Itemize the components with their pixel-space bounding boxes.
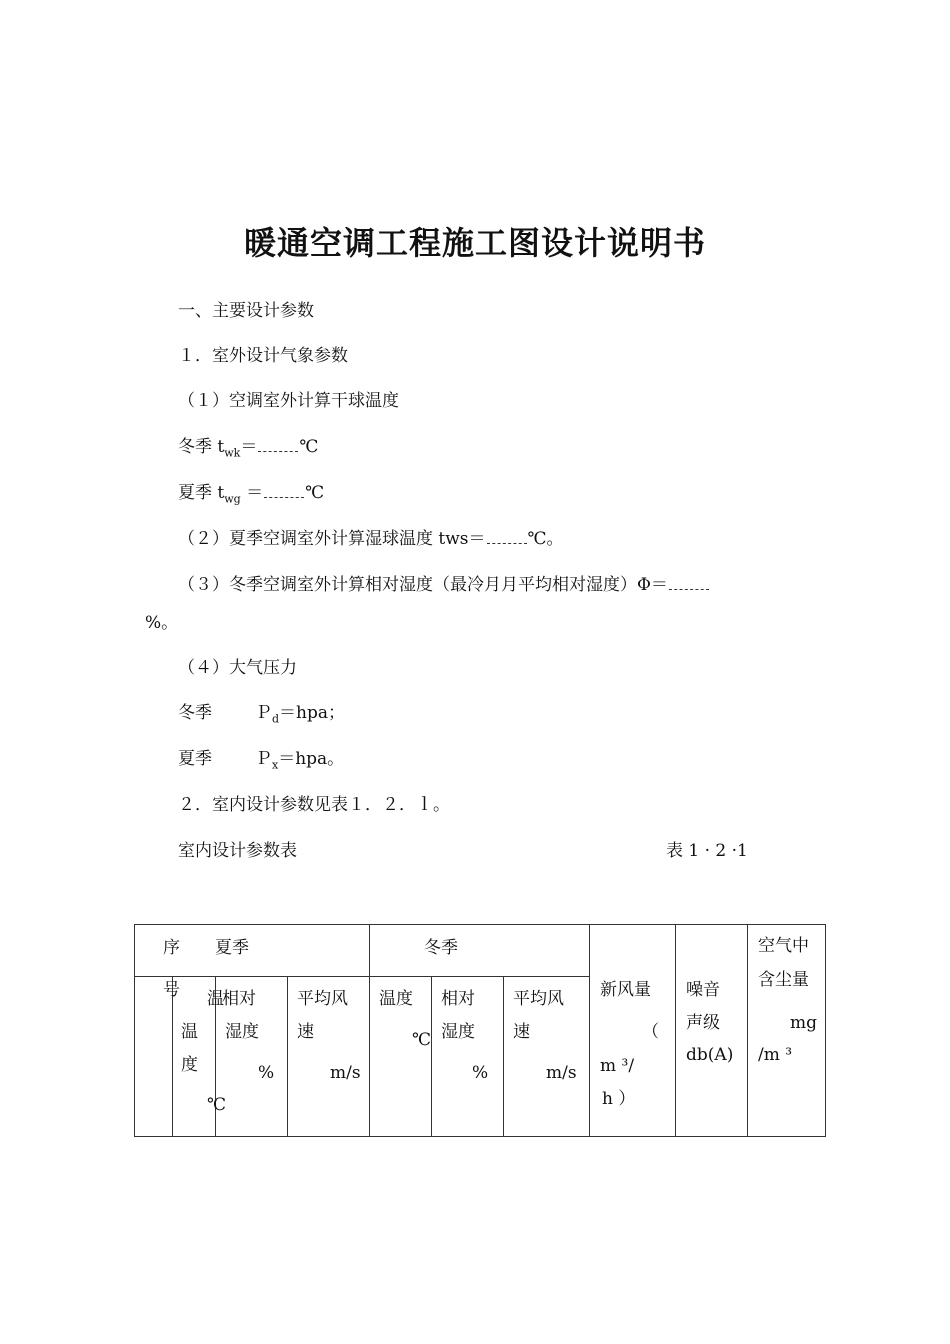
winter-dry-prefix: 冬季 t <box>178 437 225 457</box>
winter-dry-equals: ＝ <box>240 437 258 457</box>
winter-wind-line1: 平均风 <box>513 989 564 1009</box>
summer-pressure-subscript: x <box>272 758 279 772</box>
fill-in-blank <box>487 533 527 544</box>
summer-dry-bulb-line <box>178 478 324 505</box>
winter-temp-column <box>370 977 432 1137</box>
summer-dry-unit: ℃ <box>305 483 325 503</box>
fresh-air-line4: h ） <box>602 1089 636 1109</box>
summer-temp-column <box>173 977 227 1137</box>
summer-pressure-label: 夏季 <box>178 749 212 769</box>
winter-wind-column <box>504 977 590 1137</box>
winter-rh-unit: % <box>472 1063 489 1083</box>
winter-pressure-subscript: d <box>272 712 280 726</box>
summer-dry-subscript: wg <box>224 492 241 506</box>
summer-temp-char3: 度 <box>181 1055 198 1075</box>
summer-pressure-symbol: Ｐ <box>255 749 272 769</box>
indoor-design-parameters-table <box>134 924 826 1137</box>
summer-pressure-line <box>178 744 344 771</box>
dust-line4: /m ³ <box>758 1045 793 1065</box>
fresh-air-line2: （ <box>642 1022 660 1042</box>
fill-in-blank <box>264 487 304 498</box>
section-heading-design-parameters: 一、主要设计参数 <box>178 301 314 321</box>
dust-line3: mg <box>790 1013 818 1033</box>
header-dust <box>748 925 826 1137</box>
winter-wind-line2: 速 <box>513 1022 530 1042</box>
document-title: 暖通空调工程施工图设计说明书 <box>243 224 706 262</box>
fill-in-blank <box>258 441 298 452</box>
sub-item-wet-bulb <box>178 524 564 549</box>
table-number: 表 1 · 2 ·1 <box>666 841 748 861</box>
winter-wind-unit: m/s <box>546 1063 577 1083</box>
item-indoor-parameters: ２．室内设计参数见表１．２．ｌ。 <box>178 795 450 815</box>
summer-wind-line1: 平均风 <box>297 989 348 1009</box>
summer-temp-char2: 温 <box>181 1022 198 1042</box>
winter-pressure-line <box>178 698 345 725</box>
sub-item-dry-bulb: （１）空调室外计算干球温度 <box>178 391 399 411</box>
header-fresh-air <box>590 925 676 1137</box>
winter-rh-line1: 相对 <box>441 989 475 1009</box>
summer-pressure-value: ＝hpa。 <box>278 749 345 769</box>
seq-header-bottom: 号 <box>163 980 180 1000</box>
summer-wind-column <box>288 977 370 1137</box>
seq-column <box>135 977 180 1137</box>
summer-wind-unit: m/s <box>330 1063 361 1083</box>
winter-header: 冬季 <box>424 938 458 958</box>
relative-humidity-unit: %。 <box>145 613 179 633</box>
summer-header: 夏季 <box>215 938 249 958</box>
winter-rh-line2: 湿度 <box>441 1022 475 1042</box>
seq-header-top: 序 <box>163 938 180 958</box>
dust-line2: 含尘量 <box>758 970 810 990</box>
winter-rh-column <box>432 977 504 1137</box>
winter-dry-bulb-line <box>178 432 318 459</box>
winter-temp-unit: ℃ <box>412 1030 432 1050</box>
winter-temp-label: 温度 <box>379 989 413 1009</box>
summer-temp-char1: 温 <box>207 989 224 1009</box>
fresh-air-line1: 新风量 <box>600 980 652 1000</box>
relative-humidity-text: （３）冬季空调室外计算相对湿度（最冷月月平均相对湿度）Φ＝ <box>178 575 668 595</box>
summer-rh-column <box>216 977 288 1137</box>
noise-line2: 声级 <box>686 1013 721 1033</box>
header-noise <box>676 925 748 1137</box>
summer-dry-prefix: 夏季 t <box>178 483 225 503</box>
table-caption: 室内设计参数表 <box>178 841 297 861</box>
summer-rh-line2: 湿度 <box>225 1022 259 1042</box>
summer-rh-line1: 相对 <box>222 989 256 1009</box>
winter-dry-subscript: wk <box>224 446 241 460</box>
fresh-air-line3: m ³/ <box>600 1056 635 1076</box>
noise-line1: 噪音 <box>686 980 721 1000</box>
winter-pressure-value: ＝hpa； <box>279 703 346 723</box>
sub-item-relative-humidity <box>178 570 710 595</box>
winter-pressure-symbol: Ｐ <box>255 703 272 723</box>
summer-dry-equals: ＝ <box>240 483 264 503</box>
fill-in-blank <box>669 579 709 590</box>
summer-rh-unit: % <box>258 1063 275 1083</box>
sub-item-pressure: （４）大气压力 <box>178 658 297 678</box>
header-summer-group <box>135 925 370 977</box>
noise-line3: db(A) <box>686 1045 734 1065</box>
dust-line1: 空气中 <box>758 936 810 956</box>
header-winter-group <box>370 925 590 977</box>
summer-temp-unit: ℃ <box>207 1095 227 1115</box>
summer-wind-line2: 速 <box>297 1022 314 1042</box>
winter-pressure-label: 冬季 <box>178 703 212 723</box>
wet-bulb-text: （２）夏季空调室外计算湿球温度 tws＝ <box>178 529 486 549</box>
winter-dry-unit: ℃ <box>299 437 319 457</box>
item-outdoor-parameters: １．室外设计气象参数 <box>178 346 348 366</box>
wet-bulb-unit: ℃。 <box>527 529 564 549</box>
